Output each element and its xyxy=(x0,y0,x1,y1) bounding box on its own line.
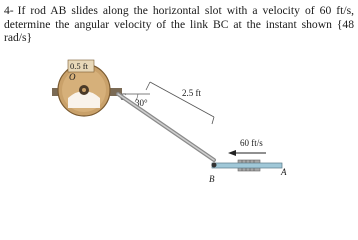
velocity-arrow xyxy=(228,150,266,156)
velocity-label: 60 ft/s xyxy=(240,138,263,148)
pin-b xyxy=(212,163,217,168)
rod-ab xyxy=(212,163,282,168)
radius-label: 0.5 ft xyxy=(70,61,88,71)
link-length-label: 2.5 ft xyxy=(182,88,201,98)
link-dimension-line xyxy=(146,82,214,124)
point-a-label: A xyxy=(281,167,287,177)
link-bc-highlight xyxy=(118,94,214,160)
point-o-label: O xyxy=(69,72,76,82)
angle-label: 30° xyxy=(135,98,148,108)
problem-text: If rod AB slides along the horizontal slot with a velocity of 60 ft/s, determine the angular velocity of the link BC at the instant shown {48 rad/s} xyxy=(4,4,354,45)
point-b-label: B xyxy=(209,174,215,184)
problem-number: 4- xyxy=(4,4,14,17)
